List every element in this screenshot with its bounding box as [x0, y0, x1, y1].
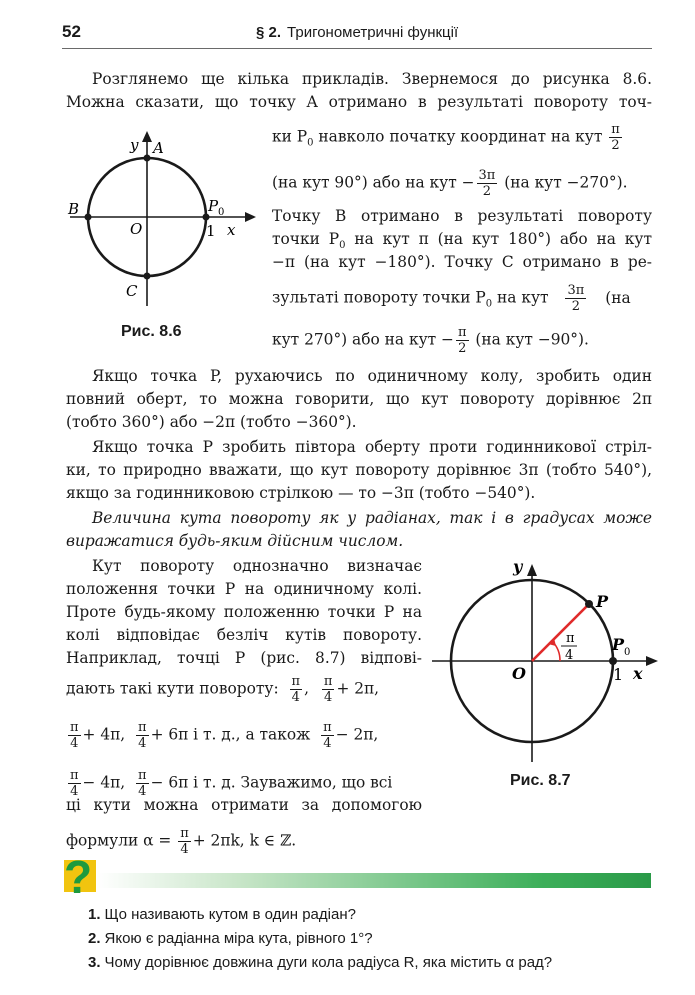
text-line: Можна сказати, що точку A отримано в результаті повороту точ-: [66, 93, 652, 111]
x-axis-arrow: [646, 656, 658, 666]
point-A: [144, 155, 151, 162]
figure-caption: Рис. 8.7: [510, 772, 571, 789]
label-one: 1: [206, 222, 216, 240]
text-line: Точку B отримано в результаті повороту: [272, 207, 652, 225]
label-y: y: [513, 557, 523, 576]
text-line: Наприклад, точці P (рис. 8.7) відпові-: [66, 649, 422, 667]
angle-label-den: 4: [565, 648, 574, 663]
fraction-3pi-2: $\frac{3\pi}{2}$: [567, 283, 585, 314]
question-item: 2. Якою є радіанна міра кута, рівного 1°?: [88, 930, 373, 947]
angle-label-num: π: [566, 631, 575, 646]
question-item: 3. Чому дорівнює довжина дуги кола радіуса R, яка містить α рад?: [88, 954, 553, 971]
text-line: положення точки P на одиничному колі.: [66, 580, 422, 598]
text-line: виражатися будь-яким дійсним числом.: [66, 532, 404, 550]
fraction-pi-4: $\frac{\pi}{4}$: [323, 720, 332, 751]
label-P0: P: [612, 635, 625, 654]
point-P0: [609, 657, 617, 665]
text-line: колі відповідає безліч кутів повороту.: [66, 626, 422, 644]
figure-8-6: [60, 128, 260, 308]
fraction-pi-4: $\frac{\pi}{4}$: [138, 720, 147, 751]
text-line: −π (на кут −180°). Точку C отримано в ре-: [272, 253, 652, 271]
header-rule: [62, 48, 652, 49]
text-line: зультаті повороту точки $P_0$ на кут $\frac{3\pi}{2}$ (на: [272, 283, 631, 314]
text-line: (на кут 90°) або на кут − $\frac{3\pi}{2}$ (на кут −270°).: [272, 168, 628, 199]
label-x: x: [633, 664, 643, 683]
text-line: Величина кута повороту як у радіанах, так і в градусах може: [92, 509, 652, 527]
point-B: [85, 214, 92, 221]
label-x: x: [227, 221, 236, 239]
text-line: ки $P_0$ навколо початку координат на кут $\frac{\pi}{2}$: [272, 122, 620, 153]
text-line: ки, то природно вважати, що кут повороту дорівнює 3π (тобто 540°),: [66, 461, 652, 479]
text-line: кут 270°) або на кут − $\frac{\pi}{2}$ (на кут −90°).: [272, 325, 589, 356]
section-header: [256, 24, 458, 41]
fraction-pi-4: $\frac{\pi}{4}$: [138, 768, 147, 799]
y-axis-arrow: [527, 564, 537, 576]
fraction-pi-4: $\frac{\pi}{4}$: [180, 826, 189, 857]
text-line: повний оберт, то можна говорити, що кут повороту дорівнює 2π: [66, 390, 652, 408]
y-axis-arrow: [142, 131, 152, 142]
fraction-pi-2: $\frac{\pi}{2}$: [611, 122, 620, 153]
fraction-3pi-2: $\frac{3\pi}{2}$: [478, 168, 496, 199]
fraction-pi-4: $\frac{\pi}{4}$: [323, 674, 333, 705]
text-line: Проте будь-якому положенню точки P на: [66, 603, 422, 621]
fraction-pi-4: $\frac{\pi}{4}$: [70, 768, 79, 799]
section-title: Тригонометричні функції: [287, 24, 459, 41]
fraction-pi-4: $\frac{\pi}{4}$: [291, 674, 301, 705]
text-line: (тобто 360°) або −2π (тобто −360°).: [66, 413, 357, 431]
fraction-pi-2: $\frac{\pi}{2}$: [457, 325, 467, 356]
point-P: [585, 600, 593, 608]
label-P: P: [208, 197, 219, 215]
text-line: Розглянемо ще кілька прикладів. Звернемося до рисунка 8.6.: [92, 70, 652, 88]
text-line: Якщо точка P, рухаючись по одиничному колу, зробить один: [92, 367, 652, 385]
text-line: дають такі кути повороту: $\frac{\pi}{4}$ , $\frac{\pi}{4}$ + 2π,: [66, 674, 380, 705]
label-y: y: [130, 136, 139, 154]
section-number: § 2.: [256, 24, 282, 41]
label-O: O: [130, 220, 143, 238]
label-P-sub: 0: [218, 207, 225, 218]
point-C: [144, 273, 151, 280]
fraction-pi-4: $\frac{\pi}{4}$: [70, 720, 79, 751]
text-line: ці кути можна отримати за допомогою: [66, 796, 422, 814]
questions-bar: [98, 873, 651, 888]
text-line: точки $P_0$ на кут π (на кут 180°) або на кут: [272, 230, 652, 252]
rotation-ray: [532, 604, 589, 661]
text-line: Якщо точка P зробить півтора оберту проти годинникової стріл-: [92, 438, 652, 456]
text-line: якщо за годинниковою стрілкою — то −3π (тобто −540°).: [66, 484, 536, 502]
question-item: 1. Що називають кутом в один радіан?: [88, 906, 356, 923]
text-line: формули α = $\frac{\pi}{4}$ + 2πk, k ∈ ℤ.: [66, 826, 297, 857]
figure-caption: Рис. 8.6: [121, 323, 182, 340]
label-A: A: [153, 139, 164, 157]
x-axis-arrow: [245, 212, 256, 222]
text-line: Кут повороту однозначно визначає: [92, 557, 422, 575]
label-B: B: [68, 200, 80, 218]
label-P0-sub: 0: [624, 647, 631, 658]
label-P: P: [596, 592, 609, 611]
label-C: C: [126, 282, 138, 300]
text-line: $\frac{\pi}{4}$ + 4π, $\frac{\pi}{4}$ + 6π і т. д., а також $\frac{\pi}{4}$ − 2π,: [70, 720, 379, 751]
page-number: 52: [62, 22, 81, 41]
question-mark-icon: ?: [64, 851, 93, 903]
label-O: O: [512, 664, 526, 683]
label-one: 1: [613, 665, 624, 684]
text-line: $\frac{\pi}{4}$ − 4π, $\frac{\pi}{4}$ − 6π і т. д. Зауважимо, що всі: [70, 768, 393, 799]
figure-8-7: [430, 552, 665, 767]
